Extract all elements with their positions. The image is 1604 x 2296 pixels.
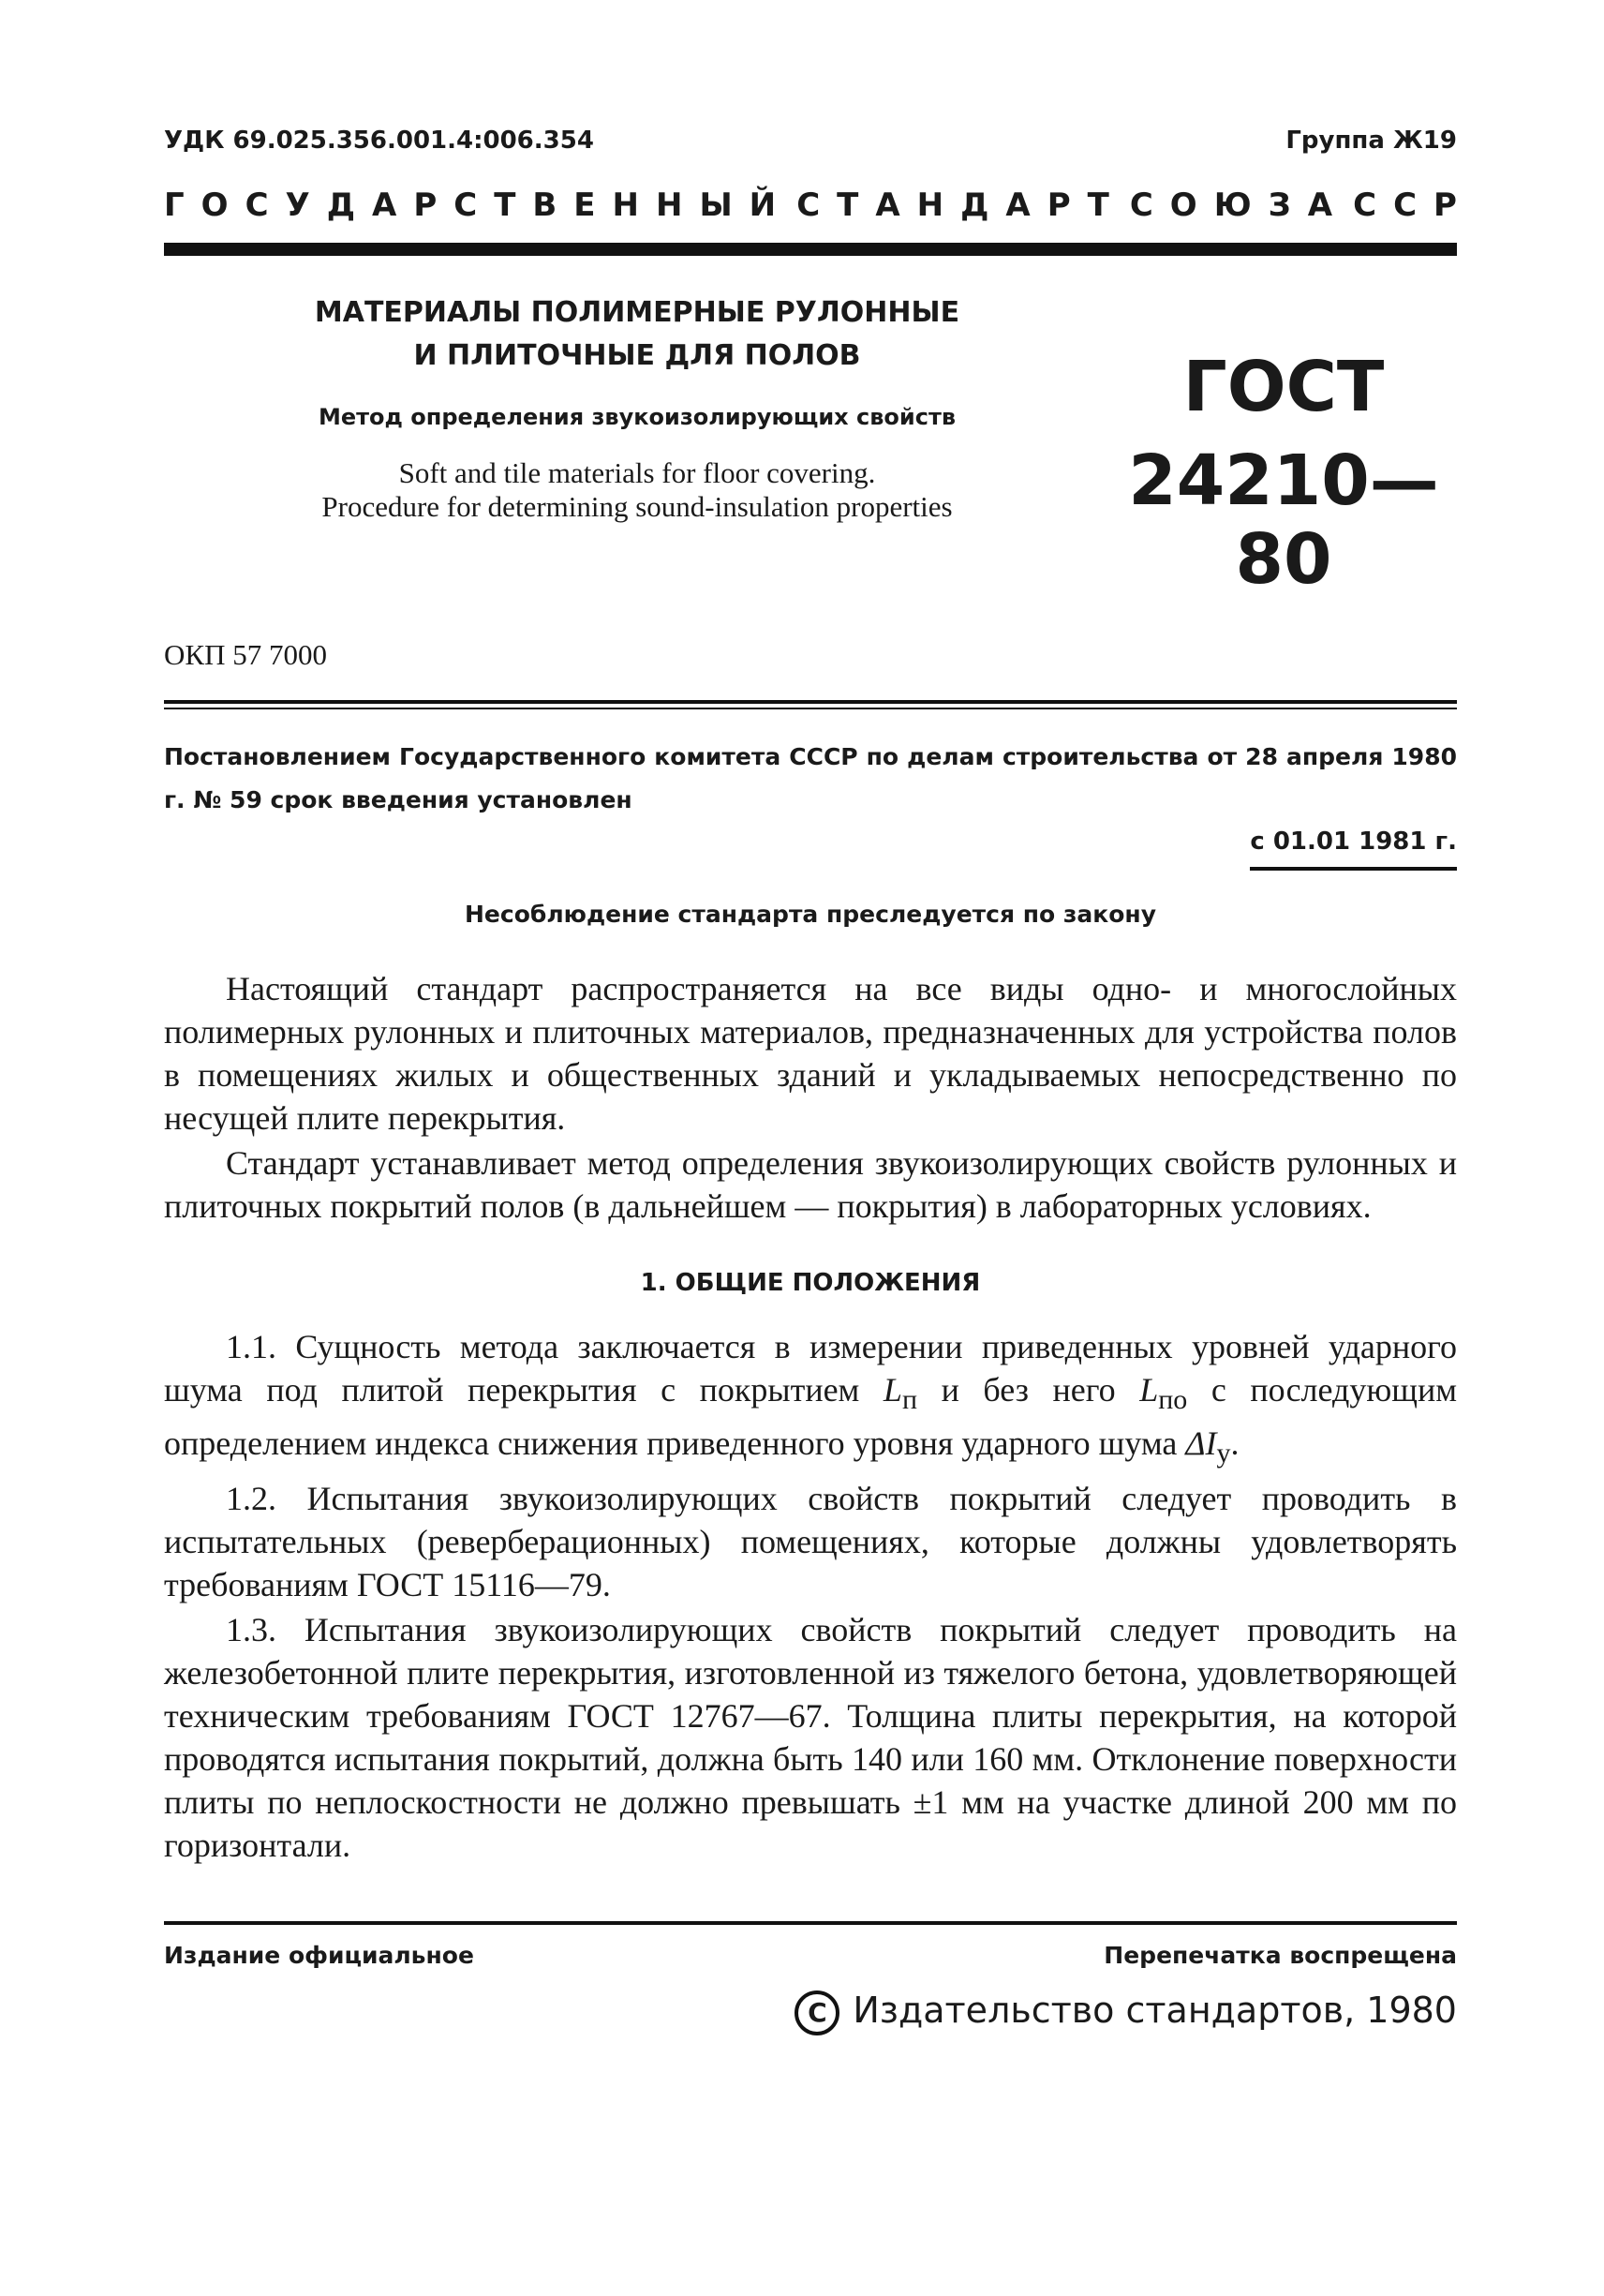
clause-1-3: 1.3. Испытания звукоизолирующих свойств покрытий следует проводить на железобетонной плите перекрытия, изготовленной из тяжелого бетона, удовлетворяющей техническим требованиям ГОСТ 12767—67. Толщина плиты перекрытия, на которой проводятся испытания покрытий, должна быть 140 или 160 мм. Отклонение поверхности плиты по неплоскостности не должно превышать ±1 мм на участке длиной 200 мм по горизонтали.	[164, 1611, 1457, 1865]
symbol-sub: п	[901, 1384, 918, 1416]
gost-number: 24210—80	[1128, 440, 1439, 600]
footer-divider	[164, 1921, 1457, 1925]
section-1-body	[164, 1325, 1457, 1867]
intro-paragraph: Стандарт устанавливает метод определения звукоизолирующих свойств рулонных и плиточных покрытий полов (в дальнейшем — покрытия) в лабораторных условиях.	[164, 1144, 1457, 1225]
official-edition: Издание официальное	[164, 1942, 474, 1970]
russian-title-line2: И ПЛИТОЧНЫЕ ДЛЯ ПОЛОВ	[413, 339, 861, 372]
okp-divider	[164, 700, 1457, 709]
gost-label: ГОСТ	[1182, 347, 1385, 427]
state-title-word: СТАНДАРТ	[796, 186, 1126, 224]
title-left	[164, 291, 1110, 599]
section-1-title: 1. ОБЩИЕ ПОЛОЖЕНИЯ	[640, 1269, 981, 1297]
document-page	[164, 127, 1474, 2035]
russian-title	[164, 291, 1110, 378]
gost-designation	[1110, 291, 1457, 599]
symbol-delta-I: ΔI	[1185, 1424, 1217, 1463]
clause-text: с последующим определением индекса снижения приведенного уровня ударного шума	[164, 1371, 1457, 1463]
clause-text: и без него	[917, 1371, 1140, 1409]
copyright-line	[164, 1990, 1457, 2035]
state-title-word: ССР	[1353, 186, 1474, 224]
decree-text: Постановлением Государственного комитета СССР по делам строительства от 28 апреля 1980 г. № 59 срок введения установлен	[164, 743, 1457, 813]
intro-section	[164, 967, 1457, 1228]
state-title-word: СОЮЗА	[1129, 186, 1350, 224]
title-block	[164, 291, 1457, 599]
symbol-sub: по	[1158, 1384, 1188, 1416]
group-code: Группа Ж19	[1285, 127, 1457, 155]
reprint-prohibited: Перепечатка воспрещена	[1104, 1942, 1457, 1970]
symbol-L: L	[883, 1371, 902, 1409]
effective-date: с 01.01 1981 г.	[1250, 827, 1457, 871]
header-line	[164, 127, 1457, 155]
clause-1-2: 1.2. Испытания звукоизолирующих свойств покрытий следует проводить в испытательных (реверберационных) помещениях, которые должны удовлетворять требованиям ГОСТ 15116—79.	[164, 1480, 1457, 1604]
okp-code: ОКП 57 7000	[164, 638, 327, 671]
udk-code: УДК 69.025.356.001.4:006.354	[164, 127, 594, 155]
english-title	[164, 456, 1110, 524]
clause-text: 1.1. Сущность метода заключается в измерении приведенных уровней ударного шума под плитой перекрытия с покрытием	[164, 1328, 1457, 1409]
english-title-line2: Procedure for determining sound-insulation properties	[321, 490, 953, 523]
clause-1-1	[164, 1325, 1457, 1475]
intro-paragraph: Настоящий стандарт распространяется на все виды одно- и многослойных полимерных рулонных и плиточных материалов, предназначенных для устройства полов в помещениях жилых и общественных зданий и укладываемых непосредственно по несущей плите перекрытия.	[164, 970, 1457, 1137]
state-title-word: ГОСУДАРСТВЕННЫЙ	[164, 186, 794, 224]
legal-warning: Несоблюдение стандарта преследуется по закону	[465, 901, 1156, 928]
footer-row	[164, 1942, 1457, 1969]
header-divider	[164, 243, 1457, 256]
clause-text: .	[1230, 1424, 1240, 1463]
russian-subtitle: Метод определения звукоизолирующих свойств	[318, 404, 957, 430]
state-standard-title	[164, 186, 1474, 224]
symbol-L: L	[1139, 1371, 1159, 1409]
russian-title-line1: МАТЕРИАЛЫ ПОЛИМЕРНЫЕ РУЛОННЫЕ	[314, 296, 960, 329]
english-title-line1: Soft and tile materials for floor covering.	[398, 456, 876, 489]
symbol-sub: у	[1216, 1438, 1231, 1469]
decree-date-wrap	[164, 827, 1457, 871]
copyright-icon: С	[795, 1990, 839, 2035]
publisher: Издательство стандартов, 1980	[853, 1990, 1457, 2032]
